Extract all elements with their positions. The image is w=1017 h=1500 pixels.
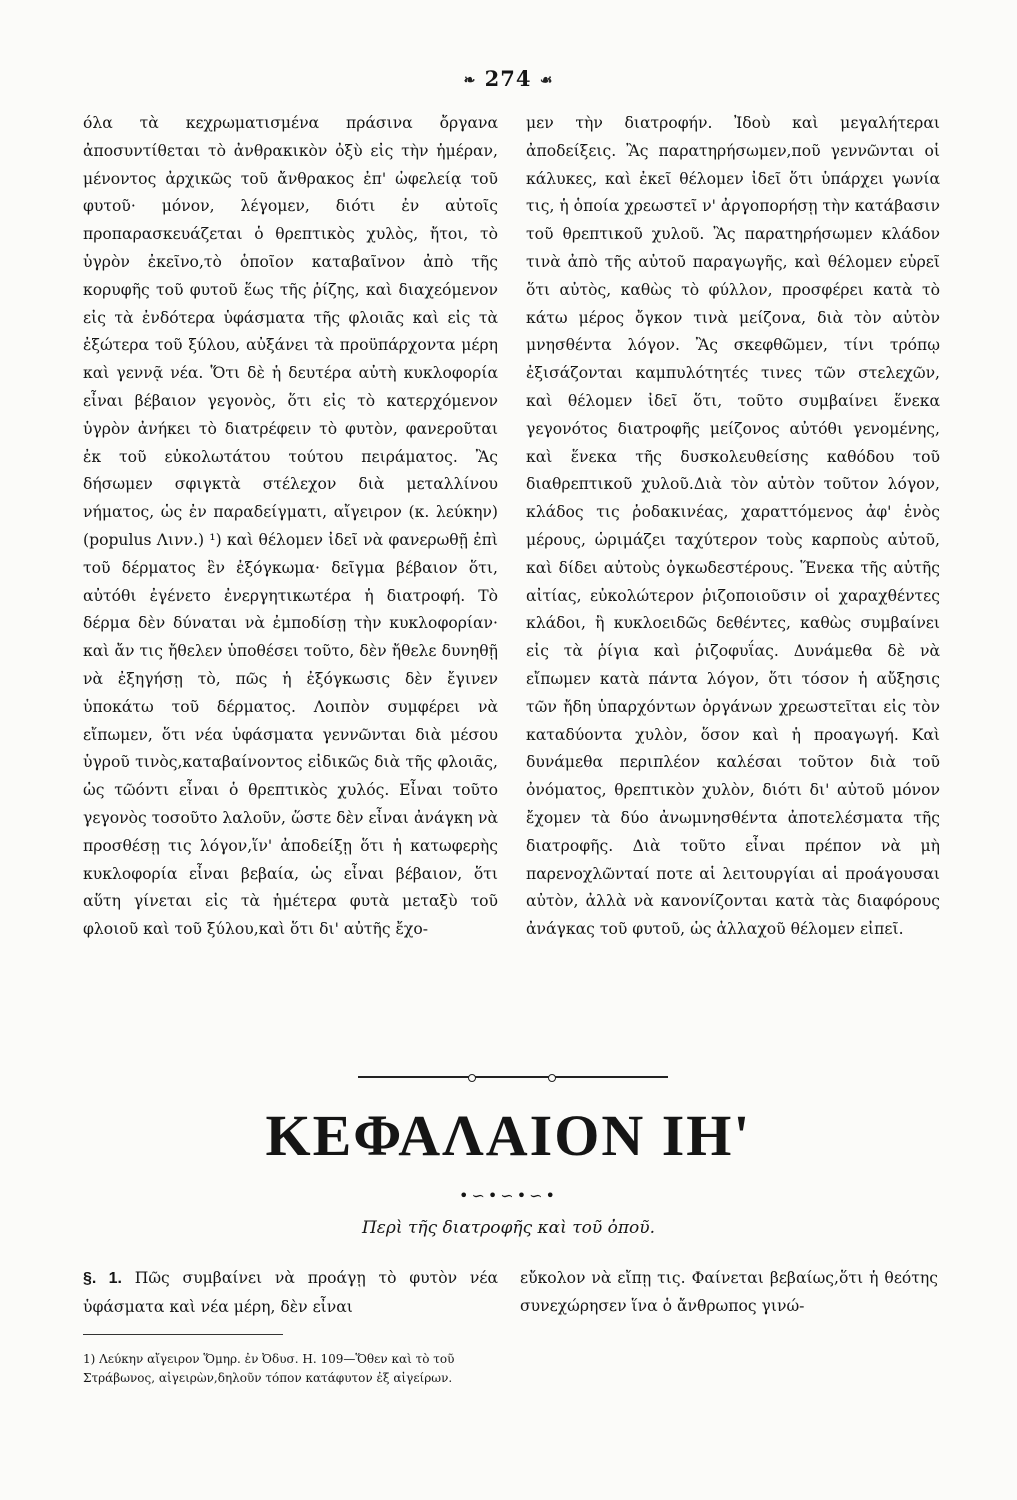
section-left-column bbox=[83, 1264, 498, 1321]
right-column bbox=[526, 110, 940, 944]
section-left-text: Πῶς συμβαίνει νὰ προάγῃ τὸ φυτὸν νέα ὑφάσματα καὶ νέα μέρη, δὲν εἶναι bbox=[83, 1269, 498, 1316]
page-header bbox=[0, 66, 1017, 91]
section-right-text: εὔκολον νὰ εἴπῃ τις. Φαίνεται βεβαίως,ὅτι ἡ θεότης συνεχώρησεν ἵνα ὁ ἄνθρωπος γινώ- bbox=[520, 1269, 938, 1315]
section-divider bbox=[358, 1076, 668, 1078]
header-ornament-left: ❧ bbox=[463, 72, 477, 89]
section-number: §. 1. bbox=[83, 1270, 122, 1287]
right-column-text: μεν τὴν διατροφήν. Ἰδοὺ καὶ μεγαλήτεραι ἀποδείξεις. Ἂς παρατηρήσωμεν,ποῦ γεννῶνται οἱ κάλυκες, καὶ ἐκεῖ θέλομεν ἰδεῖ ὅτι ὑπάρχει γωνία τις, ἡ ὁποία χρεωστεῖ ν' ἀργοπορήσῃ τὴν κατάβασιν τοῦ θρεπτικοῦ χυλοῦ. Ἂς παρατηρήσωμεν κλάδον τινὰ ἀπὸ τῆς αὐτοῦ παραγωγῆς, καὶ θέλομεν εὑρεῖ ὅτι αὐτὸς, καθὼς τὸ φύλλον, προσφέρει κατὰ τὸ κάτω μέρος ὄγκον τινὰ μείζονα, διὰ τὸν αὐτὸν μνησθέντα λόγον. Ἂς σκεφθῶμεν, τίνι τρόπῳ ἐξισάζονται καμπυλότητές τινες τῶν στελεχῶν, καὶ θέλομεν ἰδεῖ ὅτι, τοῦτο συμβαίνει ἕνεκα γεγονότος διατροφῆς μείζονος αὐτόθι γενομένης, καὶ ἕνεκα τῆς δυσκολευθείσης καθόδου τοῦ διαθρεπτικοῦ χυλοῦ.Διὰ τὸν αὐτὸν τοῦτον λόγον, κλάδος τις ῥοδακινέας, χαραττόμενος ἀφ' ἑνὸς μέρους, ὡριμάζει ταχύτερον τοὺς καρποὺς αὐτοῦ, καὶ δίδει αὐτοὺς ὀγκωδεστέρους. Ἕνεκα τῆς αὐτῆς αἰτίας, εὐκολώτερον ῥιζοποιοῦσιν οἱ χαραχθέντες κλάδοι, ἢ κυκλοειδῶς δεθέντες, καθὼς συμβαίνει εἰς τὰ ῥίγια καὶ ῥιζοφυΐας. Δυνάμεθα δὲ νὰ εἴπωμεν κατὰ πάντα λόγον, ὅτι τόσον ἡ αὔξησις τῶν ἤδη ὑπαρχόντων ὀργάνων χρεωστεῖται εἰς τὸν καταδύοντα χυλὸν, ὅσον καὶ ἡ προαγωγή. Καὶ δυνάμεθα περιπλέον καλέσαι τοῦτον διὰ τοῦ ὀνόματος, θρεπτικὸν χυλὸν, διότι δι' αὐτοῦ μόνον ἔχομεν τὰ δύο ἀνωμνησθέντα ἀποτελέσματα τῆς διατροφῆς. Διὰ τοῦτο εἶναι πρέπον νὰ μὴ παρενοχλῶνταί ποτε αἱ λειτουργίαι αἱ προάγουσαι αὐτὸν, ἀλλὰ νὰ κανονίζονται κατὰ τὰς διαφόρους ἀνάγκας τοῦ φυτοῦ, ὡς ἀλλαχοῦ θέλομεν εἰπεῖ. bbox=[526, 114, 940, 939]
page-number: 274 bbox=[484, 66, 532, 91]
header-ornament-right: ☙ bbox=[539, 72, 554, 89]
left-column-text: όλα τὰ κεχρωματισμένα πράσινα ὄργανα ἀποσυντίθεται τὸ ἀνθρακικὸν ὀξὺ εἰς τὴν ἡμέραν, μένοντος ἀρχικῶς τοῦ ἄνθρακος ἐπ' ὠφελείᾳ τοῦ φυτοῦ· μόνον, λέγομεν, διότι ἐν αὐτοῖς προπαρασκευάζεται ὁ θρεπτικὸς χυλὸς, ἤτοι, τὸ ὑγρὸν ἐκεῖνο,τὸ ὁποῖον καταβαῖνον ἀπὸ τῆς κορυφῆς τοῦ φυτοῦ ἕως τῆς ῥίζης, καὶ διαχεόμενον εἰς τὰ ἐνδότερα ὑφάσματα τῆς φλοιᾶς καὶ εἰς τὰ ἐξώτερα τοῦ ξύλου, αὐξάνει τὰ προϋπάρχοντα μέρη καὶ γεννᾷ νέα. Ὅτι δὲ ἡ δευτέρα αὐτὴ κυκλοφορία εἶναι βέβαιον γεγονὸς, ὅτι εἰς τὸ κατερχόμενον ὑγρὸν ἀνήκει τὸ διατρέφειν τὸ φυτὸν, φανεροῦται ἐκ τοῦ εὐκολωτάτου τούτου πειράματος. Ἂς δήσωμεν σφιγκτὰ στέλεχον διὰ μεταλλίνου νήματος, ὡς ἐν παραδείγματι, αἴγειρον (κ. λεύκην) (populus Λινν.) ¹) καὶ θέλομεν ἰδεῖ νὰ φανερωθῇ ἐπὶ τοῦ δέρματος ἓν ἐξόγκωμα· δεῖγμα βέβαιον ὅτι, αὐτόθι ἐγένετο ἐνεργητικωτέρα ἡ διατροφή. Τὸ δέρμα δὲν δύναται νὰ ἐμποδίσῃ τὴν κυκλοφορίαν· καὶ ἄν τις ἤθελεν ὑποθέσει τοῦτο, δὲν ἤθελε δυνηθῇ νὰ ἐξηγήσῃ τὸ, πῶς ἡ ἐξόγκωσις δὲν ἔγινεν ὑποκάτω τοῦ δέρματος. Λοιπὸν συμφέρει νὰ εἴπωμεν, ὅτι νέα ὑφάσματα γεννῶνται διὰ μέσου ὑγροῦ τινὸς,καταβαίνοντος εἰδικῶς διὰ τῆς φλοιᾶς, ὡς τῶόντι εἶναι ὁ θρεπτικὸς χυλός. Εἶναι τοῦτο γεγονὸς τοσοῦτο λαλοῦν, ὥστε δὲν εἶναι ἀνάγκη νὰ προσθέσῃ τις λόγον,ἵν' ἀποδείξῃ ὅτι ἡ κατωφερὴς κυκλοφορία εἶναι βεβαία, ὡς εἶναι βέβαιον, ὅτι αὕτη γίνεται εἰς τὰ ἡμέτερα φυτὰ μεταξὺ τοῦ φλοιοῦ καὶ τοῦ ξύλου,καὶ ὅτι δι' αὐτῆς ἔχο- bbox=[83, 114, 498, 939]
chapter-ornament: •∽•∽•∽• bbox=[459, 1186, 558, 1205]
section-right-column bbox=[520, 1264, 938, 1320]
footnote-rule bbox=[83, 1334, 283, 1335]
chapter-title: ΚΕΦΑΛΑΙΟΝ ΙΗ' bbox=[265, 1103, 752, 1168]
footnote: 1) Λεύκην αἴγειρον Ὅμηρ. ἐν Ὀδυσ. Η. 109—Ὅθεν καὶ τὸ τοῦ Στράβωνος, αἰγειρὼν,δηλοῦν τόπον κατάφυτον ἐξ αἰγείρων. bbox=[83, 1352, 455, 1385]
left-column bbox=[83, 110, 498, 944]
chapter-subtitle: Περὶ τῆς διατροφῆς καὶ τοῦ ὀποῦ. bbox=[361, 1218, 655, 1238]
